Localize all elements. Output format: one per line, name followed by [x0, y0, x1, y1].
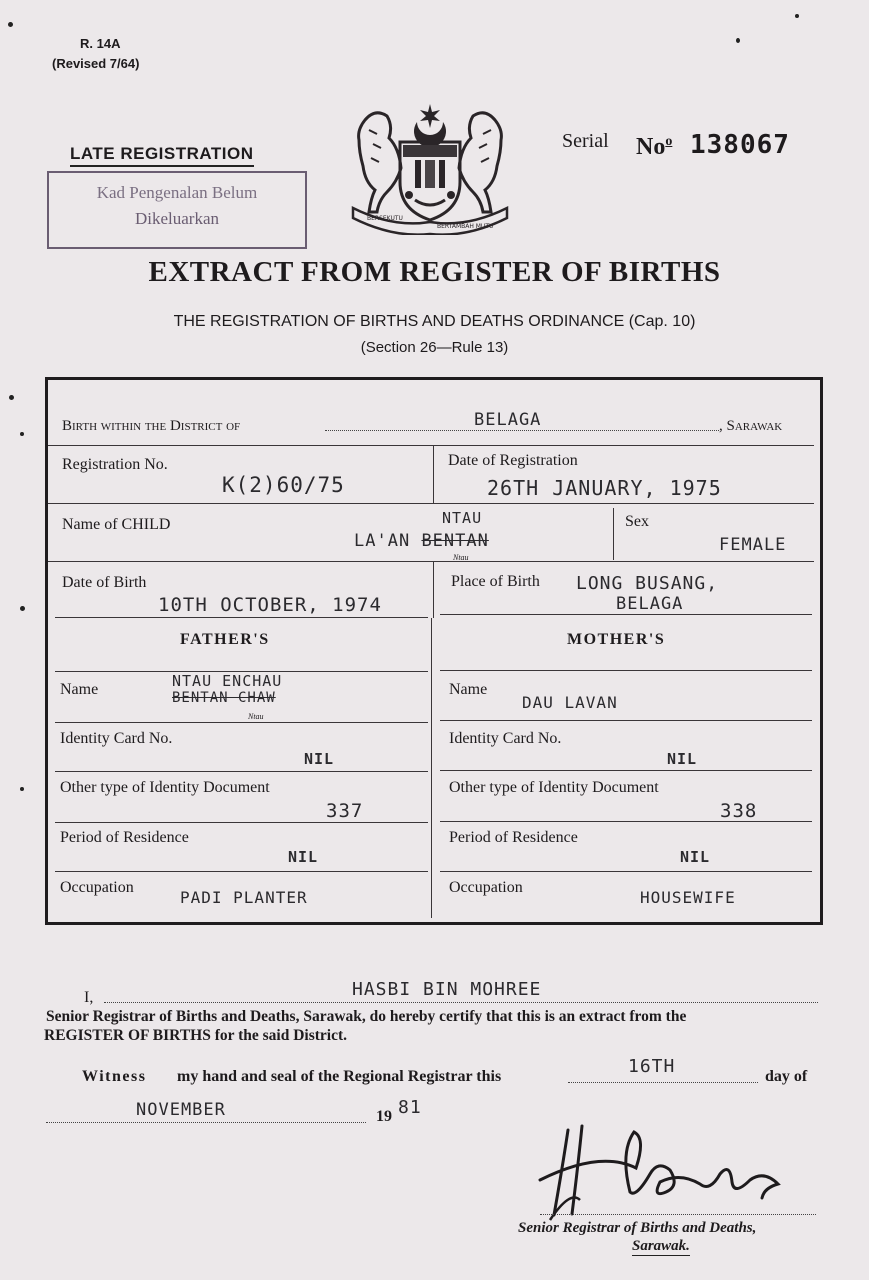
year-prefix: 19	[376, 1108, 392, 1125]
crest-motto-right: BERTAMBAH MUTU	[437, 223, 494, 230]
section-reference: (Section 26—Rule 13)	[360, 339, 509, 356]
place-of-birth-line1: LONG BUSANG,	[576, 573, 719, 594]
sex-value: FEMALE	[719, 535, 787, 555]
father-occupation-value: PADI PLANTER	[180, 888, 308, 907]
serial-label: Serial	[562, 130, 609, 152]
father-occupation-label: Occupation	[60, 879, 134, 896]
birth-district-label: Birth within the District of	[62, 418, 241, 434]
mother-name-label: Name	[449, 681, 488, 698]
serial-no-text: No	[636, 134, 666, 160]
scan-speck	[795, 14, 799, 18]
sex-label: Sex	[625, 513, 649, 530]
serial-no-ordinal: o	[665, 134, 673, 149]
year-suffix: 81	[398, 1097, 422, 1118]
mother-residence-label: Period of Residence	[449, 829, 578, 846]
mother-name-value: DAU LAVAN	[522, 693, 618, 712]
signature-dotted-line	[540, 1202, 816, 1215]
signature-title-1: Senior Registrar of Births and Deaths,	[518, 1220, 757, 1236]
child-name-value	[354, 531, 489, 551]
child-initial-annotation: Ntau	[453, 553, 469, 562]
registration-date-label: Date of Registration	[448, 452, 578, 469]
mothers-header: MOTHER'S	[567, 631, 666, 648]
mother-ic-label: Identity Card No.	[449, 730, 562, 747]
dob-value: 10TH OCTOBER, 1974	[158, 594, 382, 616]
scan-speck	[20, 606, 25, 611]
month-value: NOVEMBER	[136, 1100, 226, 1120]
state-label: , Sarawak	[719, 418, 783, 434]
registration-no-label: Registration No.	[62, 456, 168, 473]
day-of-label: day of	[765, 1068, 808, 1085]
cert-i-label: I,	[84, 989, 94, 1006]
father-name-value: NTAU ENCHAU	[172, 672, 283, 690]
mother-other-id-label: Other type of Identity Document	[449, 779, 659, 796]
mother-ic-value: NIL	[667, 750, 698, 768]
father-other-id-label: Other type of Identity Document	[60, 779, 270, 796]
row-divider	[55, 822, 428, 823]
witness-label: Witness	[82, 1068, 147, 1085]
father-ic-label: Identity Card No.	[60, 730, 173, 747]
late-registration-label: LATE REGISTRATION	[70, 144, 254, 167]
serial-no-label	[636, 134, 672, 161]
father-struck-name: BENTAN CHAW	[172, 690, 276, 706]
state-value: Sarawak	[726, 418, 783, 434]
row-divider	[48, 445, 814, 446]
mother-residence-value: NIL	[680, 848, 711, 866]
registrar-name: HASBI BIN MOHREE	[352, 979, 542, 1000]
child-name-correction: NTAU	[442, 509, 483, 527]
day-value: 16TH	[628, 1056, 676, 1077]
parents-col-divider	[431, 618, 432, 918]
father-residence-value: NIL	[288, 848, 319, 866]
scan-speck	[20, 787, 24, 791]
row-divider	[48, 503, 814, 504]
father-residence-label: Period of Residence	[60, 829, 189, 846]
row-divider	[440, 871, 812, 872]
form-revised: (Revised 7/64)	[52, 56, 140, 71]
row-divider	[55, 722, 428, 723]
mother-occupation-label: Occupation	[449, 879, 523, 896]
child-name-label: Name of CHILD	[62, 516, 171, 533]
document-title: EXTRACT FROM REGISTER OF BIRTHS	[148, 256, 721, 288]
cert-statement: Senior Registrar of Births and Deaths, Sarawak, do hereby certify that this is an extract from the	[46, 1008, 687, 1025]
father-name-label: Name	[60, 681, 99, 698]
row-divider	[440, 821, 812, 822]
father-initial-annotation: Ntau	[248, 712, 264, 721]
identity-card-stamp	[47, 171, 307, 249]
signature-title-2: Sarawak.	[632, 1238, 690, 1254]
child-first-name: LA'AN	[354, 531, 411, 551]
row-divider	[440, 770, 812, 771]
row-divider	[440, 670, 812, 671]
row-divider	[48, 561, 814, 562]
cert-statement-2: REGISTER OF BIRTHS for the said District.	[44, 1027, 348, 1044]
col-divider	[433, 562, 434, 618]
mother-occupation-value: HOUSEWIFE	[640, 888, 736, 907]
witness-text: my hand and seal of the Regional Registrar this	[177, 1068, 502, 1085]
ordinance-subtitle: THE REGISTRATION OF BIRTHS AND DEATHS ORDINANCE (Cap. 10)	[173, 313, 696, 330]
row-divider	[440, 720, 812, 721]
coat-of-arms-icon	[345, 100, 515, 235]
scan-speck	[8, 22, 13, 27]
stamp-line-1: Kad Pengenalan Belum	[96, 183, 258, 202]
crest-motto-left: BERSEKUTU	[367, 215, 403, 222]
place-of-birth-line2: BELAGA	[616, 594, 684, 614]
dob-label: Date of Birth	[62, 574, 147, 591]
scan-speck	[9, 395, 14, 400]
father-ic-value: NIL	[304, 750, 335, 768]
registration-date-value: 26TH JANUARY, 1975	[487, 476, 722, 500]
father-other-id-value: 337	[326, 800, 364, 822]
fathers-header: FATHER'S	[180, 631, 270, 648]
district-value: BELAGA	[474, 410, 542, 430]
child-struck-name: BENTAN	[421, 531, 489, 551]
mother-other-id-value: 338	[720, 800, 758, 822]
row-divider	[55, 771, 428, 772]
row-divider	[440, 614, 812, 615]
scan-speck	[736, 38, 740, 43]
registration-no-value: K(2)60/75	[222, 473, 345, 497]
row-divider	[55, 617, 428, 618]
place-of-birth-label: Place of Birth	[451, 573, 540, 590]
row-divider	[55, 871, 428, 872]
scan-speck	[20, 432, 24, 436]
stamp-line-2: Dikeluarkan	[134, 209, 220, 228]
col-divider	[613, 508, 614, 560]
col-divider	[433, 446, 434, 503]
form-code: R. 14A	[80, 36, 121, 51]
serial-number: 138067	[690, 130, 790, 160]
